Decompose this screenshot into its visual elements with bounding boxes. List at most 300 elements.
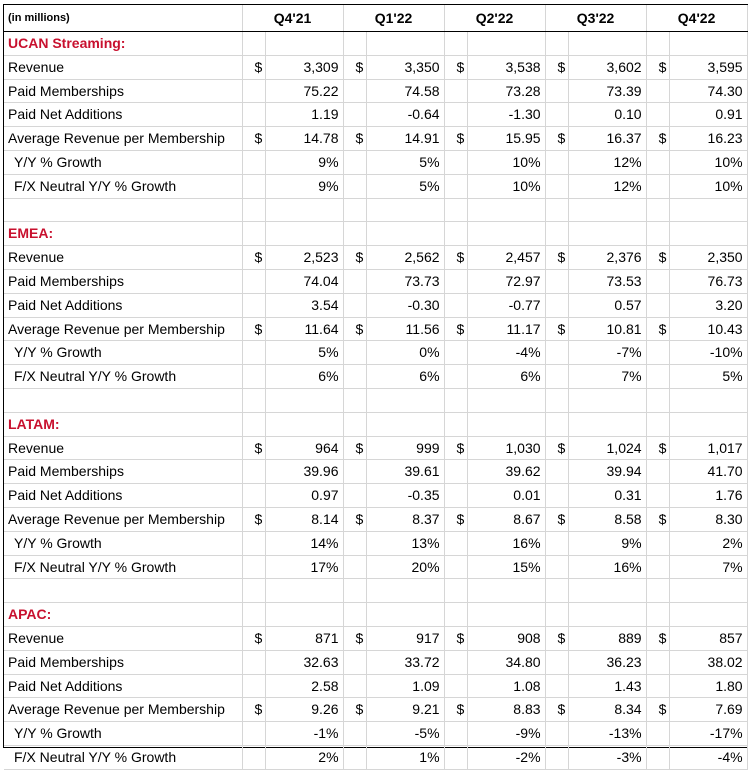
value-cell: 17% bbox=[265, 555, 343, 579]
empty-cell bbox=[467, 412, 545, 436]
empty-cell bbox=[646, 174, 669, 198]
row-label: Revenue bbox=[4, 55, 242, 79]
value-cell: 1.43 bbox=[568, 674, 646, 698]
empty-cell bbox=[669, 388, 747, 412]
value-cell: 0.97 bbox=[265, 484, 343, 508]
empty-cell bbox=[242, 341, 265, 365]
empty-cell bbox=[343, 32, 366, 56]
empty-cell bbox=[242, 150, 265, 174]
empty-cell bbox=[242, 745, 265, 769]
empty-cell bbox=[242, 603, 265, 627]
empty-cell bbox=[343, 222, 366, 246]
value-cell: 76.73 bbox=[669, 269, 747, 293]
value-cell: 908 bbox=[467, 626, 545, 650]
value-cell: 7.69 bbox=[669, 698, 747, 722]
empty-cell bbox=[646, 388, 669, 412]
empty-cell bbox=[343, 412, 366, 436]
section-header-row bbox=[4, 222, 747, 246]
value-cell: -4% bbox=[467, 341, 545, 365]
empty-cell bbox=[646, 674, 669, 698]
table-row bbox=[4, 246, 747, 270]
row-label: Paid Net Additions bbox=[4, 484, 242, 508]
empty-cell bbox=[545, 603, 568, 627]
empty-cell bbox=[444, 198, 467, 222]
value-cell: -7% bbox=[568, 341, 646, 365]
value-cell: 36.23 bbox=[568, 650, 646, 674]
table-row bbox=[4, 507, 747, 531]
empty-cell bbox=[545, 579, 568, 603]
currency-symbol: $ bbox=[545, 507, 568, 531]
value-cell: 38.02 bbox=[669, 650, 747, 674]
empty-cell bbox=[646, 269, 669, 293]
quarter-header: Q1'22 bbox=[343, 5, 444, 32]
empty-cell bbox=[343, 341, 366, 365]
empty-cell bbox=[444, 79, 467, 103]
value-cell: -5% bbox=[366, 722, 444, 746]
table-row bbox=[4, 150, 747, 174]
value-cell: -0.35 bbox=[366, 484, 444, 508]
value-cell: 9.21 bbox=[366, 698, 444, 722]
value-cell: 1,030 bbox=[467, 436, 545, 460]
value-cell: -3% bbox=[568, 745, 646, 769]
table-row bbox=[4, 341, 747, 365]
value-cell: 15.95 bbox=[467, 127, 545, 151]
value-cell: 0.31 bbox=[568, 484, 646, 508]
table-row bbox=[4, 531, 747, 555]
empty-cell bbox=[444, 412, 467, 436]
empty-cell bbox=[242, 293, 265, 317]
empty-cell bbox=[343, 484, 366, 508]
row-label: Y/Y % Growth bbox=[4, 531, 242, 555]
value-cell: 8.37 bbox=[366, 507, 444, 531]
empty-cell bbox=[467, 388, 545, 412]
currency-symbol: $ bbox=[343, 246, 366, 270]
value-cell: 7% bbox=[568, 365, 646, 389]
quarter-header: Q4'22 bbox=[646, 5, 747, 32]
empty-cell bbox=[467, 198, 545, 222]
empty-cell bbox=[343, 198, 366, 222]
empty-cell bbox=[343, 293, 366, 317]
empty-cell bbox=[669, 222, 747, 246]
empty-cell bbox=[343, 650, 366, 674]
currency-symbol: $ bbox=[646, 246, 669, 270]
value-cell: -13% bbox=[568, 722, 646, 746]
empty-cell bbox=[444, 103, 467, 127]
empty-cell bbox=[343, 531, 366, 555]
value-cell: 0.01 bbox=[467, 484, 545, 508]
empty-cell bbox=[444, 388, 467, 412]
value-cell: 857 bbox=[669, 626, 747, 650]
empty-cell bbox=[242, 198, 265, 222]
empty-cell bbox=[265, 603, 343, 627]
value-cell: 2,376 bbox=[568, 246, 646, 270]
value-cell: 13% bbox=[366, 531, 444, 555]
value-cell: 5% bbox=[669, 365, 747, 389]
value-cell: -0.64 bbox=[366, 103, 444, 127]
empty-cell bbox=[545, 198, 568, 222]
empty-cell bbox=[545, 722, 568, 746]
empty-cell bbox=[545, 745, 568, 769]
value-cell: 14% bbox=[265, 531, 343, 555]
section-title: LATAM: bbox=[4, 412, 242, 436]
empty-cell bbox=[669, 579, 747, 603]
value-cell: 72.97 bbox=[467, 269, 545, 293]
currency-symbol: $ bbox=[444, 436, 467, 460]
empty-cell bbox=[444, 32, 467, 56]
empty-cell bbox=[242, 412, 265, 436]
empty-cell bbox=[444, 674, 467, 698]
value-cell: 9% bbox=[265, 150, 343, 174]
value-cell: 1% bbox=[366, 745, 444, 769]
empty-cell bbox=[4, 579, 242, 603]
table-row bbox=[4, 650, 747, 674]
value-cell: 3,538 bbox=[467, 55, 545, 79]
empty-cell bbox=[444, 603, 467, 627]
empty-cell bbox=[343, 674, 366, 698]
empty-cell bbox=[366, 388, 444, 412]
empty-cell bbox=[467, 579, 545, 603]
section-title: UCAN Streaming: bbox=[4, 32, 242, 56]
empty-cell bbox=[444, 365, 467, 389]
row-label: Average Revenue per Membership bbox=[4, 507, 242, 531]
value-cell: 6% bbox=[265, 365, 343, 389]
data-table bbox=[4, 5, 748, 770]
value-cell: 20% bbox=[366, 555, 444, 579]
table-row bbox=[4, 698, 747, 722]
value-cell: 14.91 bbox=[366, 127, 444, 151]
value-cell: 2,523 bbox=[265, 246, 343, 270]
value-cell: 73.28 bbox=[467, 79, 545, 103]
empty-cell bbox=[242, 555, 265, 579]
empty-cell bbox=[646, 198, 669, 222]
table-row bbox=[4, 365, 747, 389]
currency-symbol: $ bbox=[242, 626, 265, 650]
table-row bbox=[4, 79, 747, 103]
spacer-row bbox=[4, 198, 747, 222]
value-cell: 74.04 bbox=[265, 269, 343, 293]
currency-symbol: $ bbox=[545, 55, 568, 79]
value-cell: 2,350 bbox=[669, 246, 747, 270]
value-cell: 14.78 bbox=[265, 127, 343, 151]
empty-cell bbox=[343, 269, 366, 293]
empty-cell bbox=[265, 388, 343, 412]
empty-cell bbox=[545, 555, 568, 579]
empty-cell bbox=[467, 32, 545, 56]
value-cell: 5% bbox=[366, 150, 444, 174]
value-cell: 75.22 bbox=[265, 79, 343, 103]
currency-symbol: $ bbox=[545, 436, 568, 460]
currency-symbol: $ bbox=[545, 626, 568, 650]
value-cell: 3.54 bbox=[265, 293, 343, 317]
value-cell: -0.77 bbox=[467, 293, 545, 317]
empty-cell bbox=[444, 579, 467, 603]
row-label: Paid Memberships bbox=[4, 460, 242, 484]
empty-cell bbox=[444, 650, 467, 674]
empty-cell bbox=[242, 722, 265, 746]
value-cell: 11.64 bbox=[265, 317, 343, 341]
currency-symbol: $ bbox=[444, 127, 467, 151]
currency-symbol: $ bbox=[545, 698, 568, 722]
table-row bbox=[4, 460, 747, 484]
empty-cell bbox=[646, 32, 669, 56]
row-label: Revenue bbox=[4, 246, 242, 270]
table-row bbox=[4, 626, 747, 650]
empty-cell bbox=[343, 722, 366, 746]
currency-symbol: $ bbox=[444, 507, 467, 531]
value-cell: 871 bbox=[265, 626, 343, 650]
empty-cell bbox=[444, 722, 467, 746]
empty-cell bbox=[444, 531, 467, 555]
row-label: Y/Y % Growth bbox=[4, 341, 242, 365]
value-cell: 11.56 bbox=[366, 317, 444, 341]
quarter-header: Q3'22 bbox=[545, 5, 646, 32]
empty-cell bbox=[568, 32, 646, 56]
empty-cell bbox=[366, 222, 444, 246]
row-label: F/X Neutral Y/Y % Growth bbox=[4, 745, 242, 769]
empty-cell bbox=[444, 222, 467, 246]
empty-cell bbox=[545, 32, 568, 56]
table-row bbox=[4, 722, 747, 746]
empty-cell bbox=[343, 150, 366, 174]
value-cell: 7% bbox=[669, 555, 747, 579]
currency-symbol: $ bbox=[444, 626, 467, 650]
empty-cell bbox=[646, 79, 669, 103]
empty-cell bbox=[265, 32, 343, 56]
value-cell: 8.58 bbox=[568, 507, 646, 531]
empty-cell bbox=[4, 388, 242, 412]
empty-cell bbox=[366, 603, 444, 627]
empty-cell bbox=[646, 745, 669, 769]
value-cell: 73.73 bbox=[366, 269, 444, 293]
empty-cell bbox=[366, 198, 444, 222]
empty-cell bbox=[343, 555, 366, 579]
value-cell: 10% bbox=[669, 174, 747, 198]
row-label: F/X Neutral Y/Y % Growth bbox=[4, 555, 242, 579]
value-cell: 1.76 bbox=[669, 484, 747, 508]
value-cell: 16.23 bbox=[669, 127, 747, 151]
empty-cell bbox=[545, 650, 568, 674]
empty-cell bbox=[545, 293, 568, 317]
empty-cell bbox=[568, 412, 646, 436]
empty-cell bbox=[343, 103, 366, 127]
table-row bbox=[4, 745, 747, 769]
value-cell: 39.61 bbox=[366, 460, 444, 484]
empty-cell bbox=[242, 269, 265, 293]
empty-cell bbox=[646, 412, 669, 436]
empty-cell bbox=[444, 174, 467, 198]
currency-symbol: $ bbox=[444, 55, 467, 79]
value-cell: 41.70 bbox=[669, 460, 747, 484]
currency-symbol: $ bbox=[242, 127, 265, 151]
value-cell: 73.53 bbox=[568, 269, 646, 293]
empty-cell bbox=[242, 103, 265, 127]
empty-cell bbox=[444, 150, 467, 174]
empty-cell bbox=[646, 341, 669, 365]
value-cell: 0.10 bbox=[568, 103, 646, 127]
value-cell: -17% bbox=[669, 722, 747, 746]
currency-symbol: $ bbox=[646, 127, 669, 151]
currency-symbol: $ bbox=[343, 436, 366, 460]
value-cell: 917 bbox=[366, 626, 444, 650]
value-cell: 16% bbox=[467, 531, 545, 555]
value-cell: -2% bbox=[467, 745, 545, 769]
empty-cell bbox=[568, 198, 646, 222]
empty-cell bbox=[545, 174, 568, 198]
currency-symbol: $ bbox=[242, 698, 265, 722]
value-cell: 1,024 bbox=[568, 436, 646, 460]
value-cell: 5% bbox=[366, 174, 444, 198]
empty-cell bbox=[646, 722, 669, 746]
value-cell: 3,595 bbox=[669, 55, 747, 79]
empty-cell bbox=[265, 412, 343, 436]
row-label: Average Revenue per Membership bbox=[4, 698, 242, 722]
value-cell: 2.58 bbox=[265, 674, 343, 698]
empty-cell bbox=[646, 365, 669, 389]
empty-cell bbox=[568, 388, 646, 412]
section-title: APAC: bbox=[4, 603, 242, 627]
row-label: Paid Memberships bbox=[4, 650, 242, 674]
value-cell: 8.14 bbox=[265, 507, 343, 531]
empty-cell bbox=[568, 603, 646, 627]
value-cell: 10% bbox=[467, 150, 545, 174]
currency-symbol: $ bbox=[646, 507, 669, 531]
empty-cell bbox=[568, 579, 646, 603]
empty-cell bbox=[343, 603, 366, 627]
empty-cell bbox=[343, 388, 366, 412]
empty-cell bbox=[242, 579, 265, 603]
empty-cell bbox=[242, 674, 265, 698]
value-cell: 8.83 bbox=[467, 698, 545, 722]
empty-cell bbox=[366, 32, 444, 56]
value-cell: 3,350 bbox=[366, 55, 444, 79]
value-cell: -4% bbox=[669, 745, 747, 769]
value-cell: 1.80 bbox=[669, 674, 747, 698]
empty-cell bbox=[242, 174, 265, 198]
table-row bbox=[4, 317, 747, 341]
value-cell: 10.43 bbox=[669, 317, 747, 341]
value-cell: 74.58 bbox=[366, 79, 444, 103]
currency-symbol: $ bbox=[343, 698, 366, 722]
value-cell: 34.80 bbox=[467, 650, 545, 674]
empty-cell bbox=[467, 603, 545, 627]
value-cell: 12% bbox=[568, 174, 646, 198]
value-cell: 11.17 bbox=[467, 317, 545, 341]
value-cell: -9% bbox=[467, 722, 545, 746]
quarter-header: Q2'22 bbox=[444, 5, 545, 32]
table-row bbox=[4, 174, 747, 198]
section-header-row bbox=[4, 412, 747, 436]
value-cell: 10% bbox=[467, 174, 545, 198]
value-cell: 8.34 bbox=[568, 698, 646, 722]
empty-cell bbox=[545, 150, 568, 174]
row-label: Average Revenue per Membership bbox=[4, 127, 242, 151]
empty-cell bbox=[444, 269, 467, 293]
value-cell: 12% bbox=[568, 150, 646, 174]
value-cell: -1.30 bbox=[467, 103, 545, 127]
table-row bbox=[4, 293, 747, 317]
empty-cell bbox=[545, 222, 568, 246]
empty-cell bbox=[343, 745, 366, 769]
currency-symbol: $ bbox=[242, 55, 265, 79]
value-cell: 9.26 bbox=[265, 698, 343, 722]
spacer-row bbox=[4, 579, 747, 603]
empty-cell bbox=[646, 103, 669, 127]
empty-cell bbox=[242, 32, 265, 56]
empty-cell bbox=[265, 579, 343, 603]
value-cell: 39.62 bbox=[467, 460, 545, 484]
table-row bbox=[4, 103, 747, 127]
currency-symbol: $ bbox=[242, 507, 265, 531]
row-label: Paid Net Additions bbox=[4, 293, 242, 317]
value-cell: 73.39 bbox=[568, 79, 646, 103]
value-cell: 2% bbox=[669, 531, 747, 555]
table-row bbox=[4, 55, 747, 79]
table-row bbox=[4, 269, 747, 293]
value-cell: 16.37 bbox=[568, 127, 646, 151]
table-row bbox=[4, 127, 747, 151]
section-header-row bbox=[4, 603, 747, 627]
empty-cell bbox=[242, 365, 265, 389]
empty-cell bbox=[366, 412, 444, 436]
value-cell: 32.63 bbox=[265, 650, 343, 674]
table-row bbox=[4, 484, 747, 508]
currency-symbol: $ bbox=[545, 127, 568, 151]
row-label: F/X Neutral Y/Y % Growth bbox=[4, 174, 242, 198]
empty-cell bbox=[669, 32, 747, 56]
empty-cell bbox=[646, 579, 669, 603]
value-cell: 9% bbox=[568, 531, 646, 555]
empty-cell bbox=[646, 531, 669, 555]
value-cell: 8.30 bbox=[669, 507, 747, 531]
value-cell: 2% bbox=[265, 745, 343, 769]
empty-cell bbox=[646, 222, 669, 246]
empty-cell bbox=[646, 484, 669, 508]
value-cell: 6% bbox=[366, 365, 444, 389]
currency-symbol: $ bbox=[646, 436, 669, 460]
empty-cell bbox=[646, 603, 669, 627]
empty-cell bbox=[545, 269, 568, 293]
value-cell: 1.08 bbox=[467, 674, 545, 698]
row-label: Revenue bbox=[4, 626, 242, 650]
empty-cell bbox=[545, 388, 568, 412]
value-cell: 10.81 bbox=[568, 317, 646, 341]
value-cell: 33.72 bbox=[366, 650, 444, 674]
value-cell: 5% bbox=[265, 341, 343, 365]
empty-cell bbox=[343, 460, 366, 484]
value-cell: 10% bbox=[669, 150, 747, 174]
empty-cell bbox=[444, 460, 467, 484]
empty-cell bbox=[545, 412, 568, 436]
value-cell: 3,602 bbox=[568, 55, 646, 79]
value-cell: 74.30 bbox=[669, 79, 747, 103]
value-cell: 15% bbox=[467, 555, 545, 579]
empty-cell bbox=[242, 222, 265, 246]
empty-cell bbox=[4, 198, 242, 222]
row-label: Average Revenue per Membership bbox=[4, 317, 242, 341]
value-cell: 2,457 bbox=[467, 246, 545, 270]
empty-cell bbox=[545, 484, 568, 508]
currency-symbol: $ bbox=[444, 246, 467, 270]
empty-cell bbox=[646, 650, 669, 674]
empty-cell bbox=[242, 484, 265, 508]
value-cell: 0.57 bbox=[568, 293, 646, 317]
empty-cell bbox=[545, 341, 568, 365]
value-cell: -1% bbox=[265, 722, 343, 746]
value-cell: 3.20 bbox=[669, 293, 747, 317]
value-cell: 6% bbox=[467, 365, 545, 389]
empty-cell bbox=[467, 222, 545, 246]
empty-cell bbox=[444, 293, 467, 317]
